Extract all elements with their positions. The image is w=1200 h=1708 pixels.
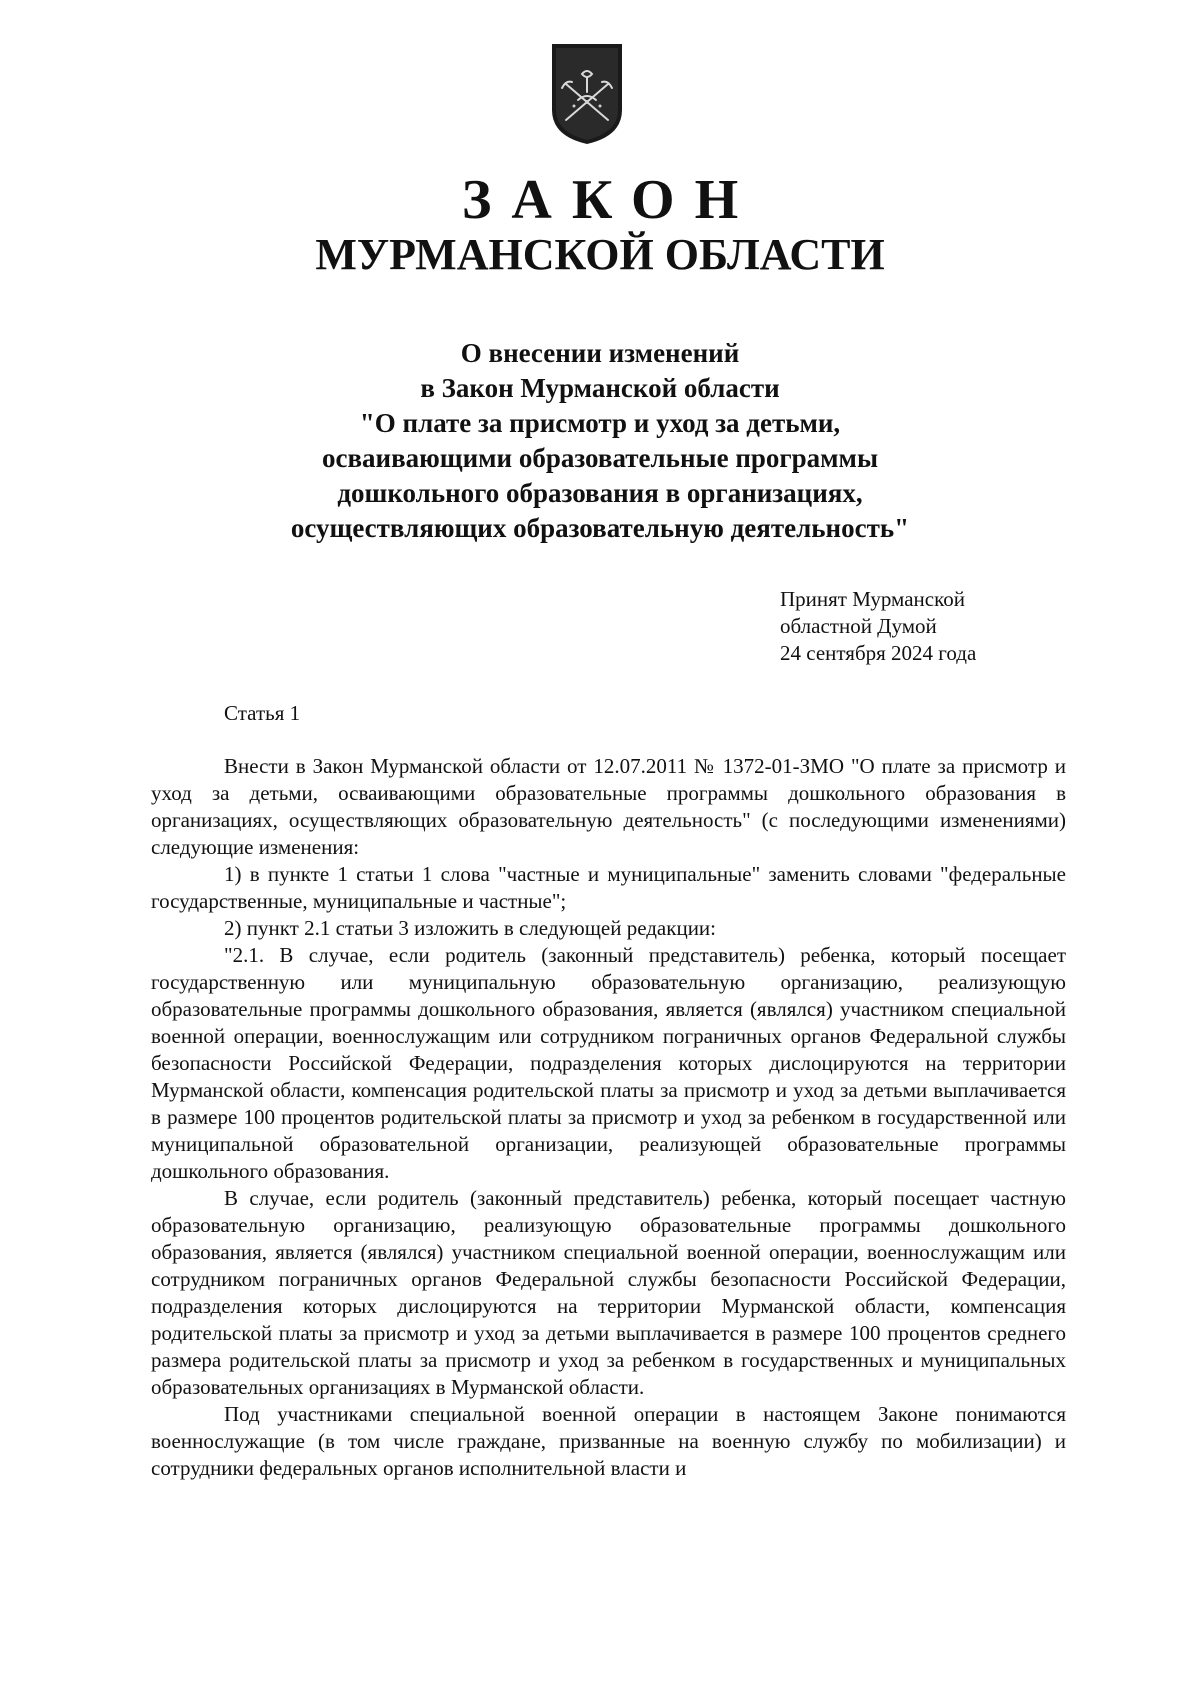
- paragraph: "2.1. В случае, если родитель (законный представитель) ребенка, который посещает государственную или муниципальную образовательную организацию, реализующую образовательные программы дошкольного образования, является (являлся) участником специальной военной операции, военнослужащим или сотрудником пограничных органов Федеральной службы безопасности Российской Федерации, подразделения которых дислоцируются на территории Мурманской области, компенсация родительской платы за присмотр и уход за детьми выплачивается в размере 100 процентов родительской платы за присмотр и уход за ребенком в государственной или муниципальной образовательной организации, реализующей образовательные программы дошкольного образования.: [151, 943, 1066, 1183]
- adoption-line: Принят Мурманской: [780, 587, 965, 611]
- adoption-line: областной Думой: [780, 614, 937, 638]
- paragraph: Под участниками специальной военной операции в настоящем Законе понимаются военнослужащие (в том числе граждане, призванные на военную службу по мобилизации) и сотрудники федеральных органов исполнительной власти и: [151, 1402, 1066, 1480]
- law-title: [150, 336, 1050, 546]
- law-title-line: "О плате за присмотр и уход за детьми,: [359, 408, 841, 438]
- adoption-date: 24 сентября 2024 года: [780, 641, 977, 665]
- adoption-note: [780, 586, 976, 667]
- article-heading: Статья 1: [224, 701, 301, 725]
- paragraph: 2) пункт 2.1 статьи 3 изложить в следующей редакции:: [224, 916, 717, 940]
- law-title-line: осваивающими образовательные программы: [321, 443, 879, 473]
- law-title-line: осуществляющих образовательную деятельность": [290, 513, 910, 543]
- law-title-line: дошкольного образования в организациях,: [337, 478, 863, 508]
- law-heading: ЗАКОН: [461, 169, 759, 231]
- coat-of-arms-icon: [548, 40, 626, 146]
- law-title-line: О внесении изменений: [460, 338, 740, 368]
- paragraph: В случае, если родитель (законный представитель) ребенка, который посещает частную образовательную организацию, реализующую образовательные программы дошкольного образования, является (являлся) участником специальной военной операции, военнослужащим или сотрудником пограничных органов Федеральной службы безопасности Российской Федерации, подразделения которых дислоцируются на территории Мурманской области, компенсация родительской платы за присмотр и уход за детьми выплачивается в размере 100 процентов среднего размера родительской платы за присмотр и уход за ребенком в государственных и муниципальных образовательных организациях в Мурманской области.: [151, 1186, 1066, 1399]
- paragraph: Внести в Закон Мурманской области от 12.07.2011 № 1372-01-ЗМО "О плате за присмотр и уход за детьми, осваивающими образовательные программы дошкольного образования в организациях, осуществляющих образовательную деятельность" (с последующими изменениями) следующие изменения:: [151, 754, 1066, 859]
- paragraph: 1) в пункте 1 статьи 1 слова "частные и муниципальные" заменить словами "федеральные государственные, муниципальные и частные";: [151, 862, 1066, 913]
- law-title-line: в Закон Мурманской области: [420, 373, 780, 403]
- region-heading: МУРМАНСКОЙ ОБЛАСТИ: [315, 230, 885, 279]
- article-body: [151, 753, 1066, 1482]
